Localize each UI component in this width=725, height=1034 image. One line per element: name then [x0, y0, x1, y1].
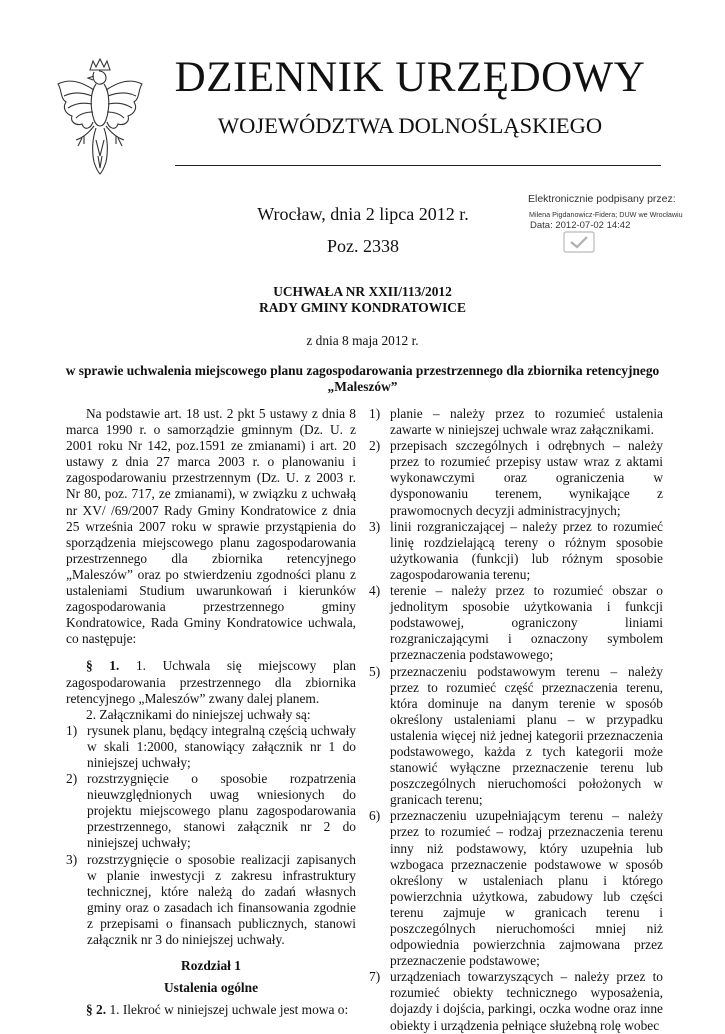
definition-item [369, 583, 663, 663]
preamble-paragraph: Na podstawie art. 18 ust. 2 pkt 5 ustawy z dnia 8 marca 1990 r. o samorządzie gminnym (Dz. U. z 2001 roku Nr 142, poz.1591 ze zmianami) i art. 20 ustawy z dnia 27 marca 2003 r. o planowaniu i zagospodarowaniu przestrzennym (Dz. U. z 2003 r. Nr 80, poz. 717, ze zmianami), w związku z uchwałą nr XV/ /69/2007 Rady Gminy Kondratowice z dnia 25 września 2007 roku w sprawie przystąpienia do sporządzenia miejscowego planu zagospodarowania przestrzennego dla zbiornika retencyjnego „Maleszów” oraz po stwierdzeniu zgodności planu z ustaleniami Studium uwarunkowań i kierunków zagospodarowania przestrzennego gminy Kondratowice, Rada Gminy Kondratowice uchwala, co następuje: [66, 406, 356, 647]
list-item-text: rozstrzygnięcie o sposobie realizacji zapisanych w planie inwestycji z zakresu infrastruktury technicznej, które należą do zadań własnych gminy oraz o zasadach ich finansowania zgodnie z przepisami o finansach publicznych, stanowi załącznik nr 3 do niniejszej uchwały. [87, 851, 356, 947]
list-item-text: rysunek planu, będący integralną częścią uchwały w skali 1:2000, stanowiący załącznik nr 1 do niniejszej uchwały; [87, 722, 356, 770]
list-item [66, 723, 356, 771]
section-1-mark: § 1. [86, 658, 120, 674]
definition-item [369, 438, 663, 518]
journal-subtitle: WOJEWÓDZTWA DOLNOŚLĄSKIEGO [217, 113, 603, 138]
list-item [66, 771, 356, 851]
left-column [66, 406, 356, 1018]
definition-number: 1) [369, 406, 381, 421]
position-number: Poz. 2338 [327, 236, 399, 256]
section-1-paragraph [66, 658, 356, 706]
definition-item [369, 519, 663, 583]
signature-date: Data: 2012-07-02 14:42 [530, 220, 631, 231]
definition-number: 3) [369, 518, 381, 534]
list-item-number: 3) [66, 851, 78, 867]
eagle-emblem-icon [52, 56, 148, 180]
section-1-point-2: 2. Załącznikami do niniejszej uchwały są: [86, 706, 311, 722]
list-item-number: 2) [66, 771, 78, 787]
definition-text: przeznaczeniu podstawowym terenu – należy przez to rozumieć część przeznaczenia terenu, która dominuje na danym terenie w sposób określony ustaleniami planu – w przypadku ustalenia więcej niż jednej kategorii przeznaczenia podstawowego, każda z tych kategorii może stanowić wyłączne przeznaczenie terenu lub poszczególnych nieruchomości położonych w granicach terenu; [390, 663, 663, 808]
journal-title: DZIENNIK URZĘDOWY [174, 54, 646, 101]
electronic-signature-stamp[interactable] [525, 193, 725, 255]
section-1-text: 1. Uchwala się miejscowy plan zagospodarowania przestrzennego dla zbiornika retencyjnego „Maleszów” zwany dalej planem. [66, 658, 356, 706]
definition-text: terenie – należy przez to rozumieć obszar o jednolitym sposobie użytkowania i funkcji podstawowej, ograniczony liniami rozgraniczającymi i oznaczony symbolem przeznaczenia podstawowego; [390, 583, 663, 663]
list-item [66, 852, 356, 949]
list-item-text: rozstrzygnięcie o sposobie rozpatrzenia nieuwzględnionych uwag wniesionych do projektu miejscowego planu zagospodarowania przestrzennego, stanowi załącznik nr 2 do niniejszej uchwały; [87, 771, 356, 851]
resolution-date: z dnia 8 maja 2012 r. [306, 333, 419, 348]
definition-text: urządzeniach towarzyszących – należy przez to rozumieć obiekty technicznego wyposażenia, dojazdy i dojścia, parkingi, oczka wodne oraz inne obiekty i urządzenia pełniące służebną rolę wobec [390, 969, 663, 1033]
section-2-text: 1. Ilekroć w niniejszej uchwale jest mowa o: [106, 1002, 349, 1018]
definition-text: linii rozgraniczającej – należy przez to rozumieć linię rozdzielającą tereny o różnym sposobie użytkowania (funkcji) lub różnym sposobie zagospodarowania terenu; [390, 518, 663, 582]
definition-text: przeznaczeniu uzupełniającym terenu – należy przez to rozumieć – rodzaj przeznaczenia terenu inny niż podstawowy, który uzupełnia lub wzbogaca przeznaczenie podstawowe w sposób określony w ustaleniach planu i którego powierzchnia użytkowa, zabudowy lub części terenu zajmuje w granicach terenu i poszczególnych nieruchomości mniej niż odpowiednia powierzchnia zajmowana przez przeznaczenie podstawowe; [390, 808, 663, 969]
definition-item [369, 969, 663, 1033]
definition-text: przepisach szczególnych i odrębnych – należy przez to rozumieć przepisy ustaw wraz z aktami wykonawczymi oraz ograniczenia w dysponowaniu terenem, wynikające z prawomocnych decyzji administracyjnych; [390, 438, 663, 518]
definition-item [369, 406, 663, 438]
definition-item [369, 664, 663, 809]
resolution-issuing-body: RADY GMINY KONDRATOWICE [259, 300, 466, 315]
resolution-title: UCHWAŁA NR XXII/113/2012 [273, 284, 452, 299]
right-column [369, 406, 663, 1034]
definition-number: 6) [369, 808, 381, 824]
signature-heading: Elektronicznie podpisany przez: [528, 193, 676, 205]
place-and-date: Wrocław, dnia 2 lipca 2012 r. [257, 204, 469, 224]
resolution-subject: w sprawie uchwalenia miejscowego planu zagospodarowania przestrzennego dla zbiornika retencyjnego [65, 363, 660, 378]
definition-item [369, 808, 663, 969]
definition-number: 5) [369, 663, 381, 679]
chapter-heading: Rozdział 1 [181, 958, 241, 974]
definition-text: planie – należy przez to rozumieć ustalenia zawarte w niniejszej uchwale wraz załącznikami. [390, 406, 663, 438]
section-2-paragraph [66, 1002, 356, 1018]
header-divider [175, 165, 661, 166]
resolution-subject-name: „Maleszów” [327, 379, 398, 394]
signature-verified-icon [563, 231, 595, 253]
signature-signer: Milena Pigdanowicz-Fidera; DUW we Wrocławiu [529, 210, 683, 219]
list-item-number: 1) [66, 722, 78, 738]
definition-number: 7) [369, 969, 381, 985]
chapter-title: Ustalenia ogólne [163, 980, 259, 996]
definition-number: 2) [369, 438, 381, 454]
definition-number: 4) [369, 583, 381, 599]
section-2-mark: § 2. [86, 1002, 107, 1018]
